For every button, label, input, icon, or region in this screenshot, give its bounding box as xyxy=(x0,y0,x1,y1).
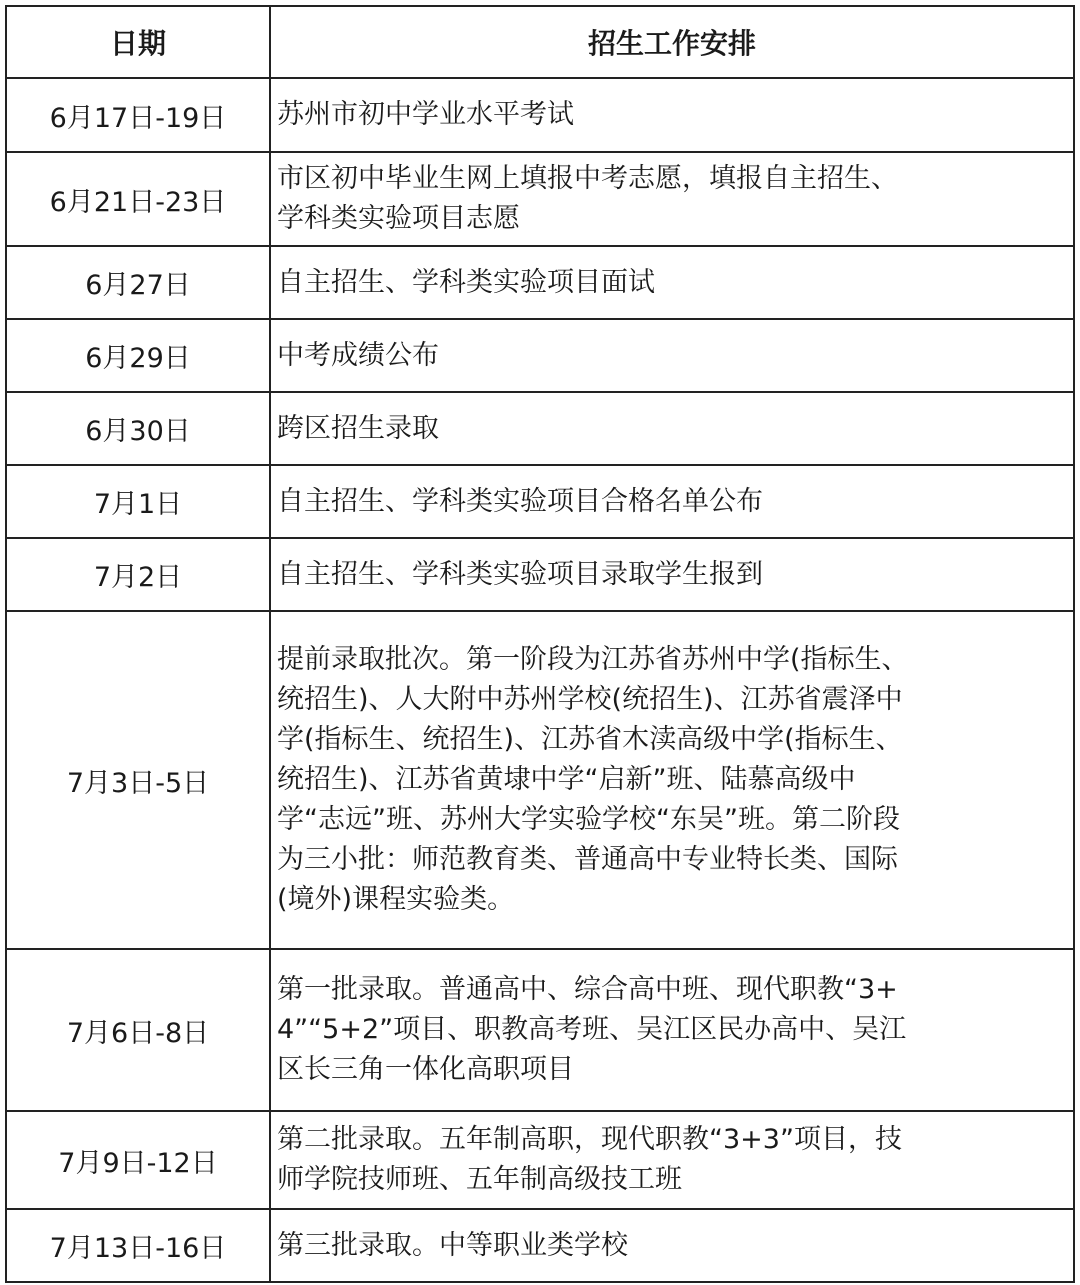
row-date: 6月29日 xyxy=(6,319,270,392)
header-date: 日期 xyxy=(6,6,270,78)
row-date: 6月27日 xyxy=(6,246,270,319)
row-task: 自主招生、学科类实验项目合格名单公布 xyxy=(270,465,1074,538)
row-task: 市区初中毕业生网上填报中考志愿，填报自主招生、学科类实验项目志愿 xyxy=(270,152,1074,246)
table-header-row xyxy=(6,6,1074,78)
row-date: 7月6日-8日 xyxy=(6,949,270,1111)
table-row xyxy=(6,319,1074,392)
table-row xyxy=(6,392,1074,465)
table-row xyxy=(6,246,1074,319)
row-task: 第一批录取。普通高中、综合高中班、现代职教“3+4”“5+2”项目、职教高考班、吴江区民办高中、吴江区长三角一体化高职项目 xyxy=(270,949,1074,1111)
table-row xyxy=(6,1111,1074,1209)
enrollment-schedule-table-wrap xyxy=(5,5,1073,1283)
row-task: 自主招生、学科类实验项目面试 xyxy=(270,246,1074,319)
table-row xyxy=(6,611,1074,949)
enrollment-schedule-table xyxy=(5,5,1075,1283)
header-task: 招生工作安排 xyxy=(270,6,1074,78)
row-task: 跨区招生录取 xyxy=(270,392,1074,465)
row-date: 7月2日 xyxy=(6,538,270,611)
row-date: 7月3日-5日 xyxy=(6,611,270,949)
row-task: 提前录取批次。第一阶段为江苏省苏州中学(指标生、统招生)、人大附中苏州学校(统招生)、江苏省震泽中学(指标生、统招生)、江苏省木渎高级中学(指标生、统招生)、江苏省黄埭中学“启新”班、陆慕高级中学“志远”班、苏州大学实验学校“东吴”班。第二阶段为三小批：师范教育类、普通高中专业特长类、国际(境外)课程实验类。 xyxy=(270,611,1074,949)
row-task: 自主招生、学科类实验项目录取学生报到 xyxy=(270,538,1074,611)
row-task: 第二批录取。五年制高职，现代职教“3+3”项目，技师学院技师班、五年制高级技工班 xyxy=(270,1111,1074,1209)
row-date: 6月17日-19日 xyxy=(6,78,270,152)
row-date: 7月1日 xyxy=(6,465,270,538)
table-row xyxy=(6,949,1074,1111)
row-date: 7月13日-16日 xyxy=(6,1209,270,1282)
table-row xyxy=(6,78,1074,152)
table-row xyxy=(6,1209,1074,1282)
table-row xyxy=(6,465,1074,538)
row-task: 第三批录取。中等职业类学校 xyxy=(270,1209,1074,1282)
row-date: 6月30日 xyxy=(6,392,270,465)
row-task: 中考成绩公布 xyxy=(270,319,1074,392)
row-date: 6月21日-23日 xyxy=(6,152,270,246)
table-row xyxy=(6,152,1074,246)
row-task: 苏州市初中学业水平考试 xyxy=(270,78,1074,152)
table-row xyxy=(6,538,1074,611)
row-date: 7月9日-12日 xyxy=(6,1111,270,1209)
